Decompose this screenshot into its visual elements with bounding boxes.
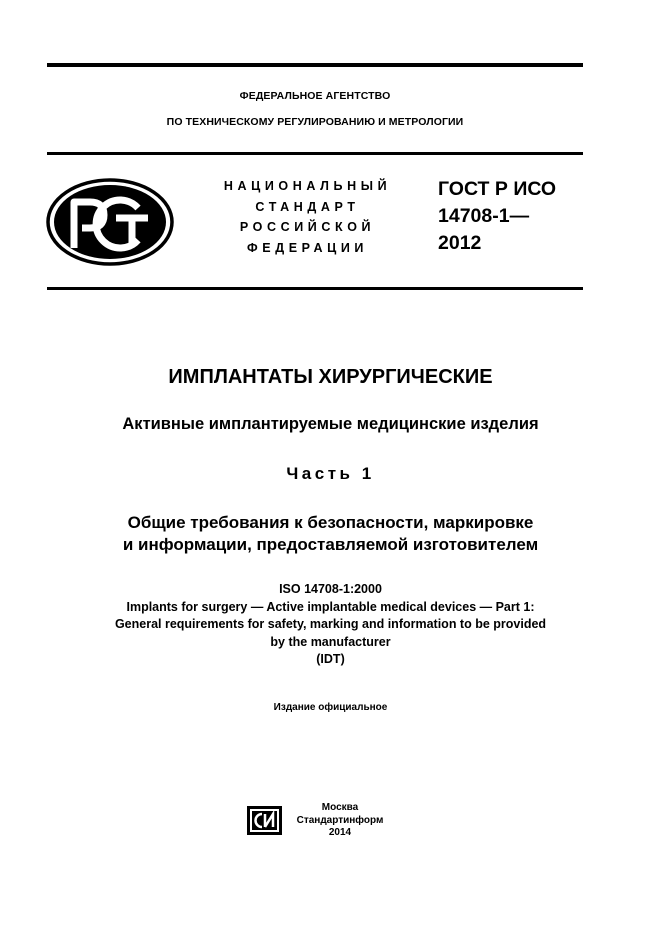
iso-line: General requirements for safety, marking and information to be provided [114, 617, 547, 631]
publisher-city: Москва [321, 802, 359, 813]
requirements-title [40, 512, 621, 556]
national-line: НАЦИОНАЛЬНЫЙ [223, 179, 392, 193]
agency-line-2: ПО ТЕХНИЧЕСКОМУ РЕГУЛИРОВАНИЮ И МЕТРОЛОГИИ [166, 116, 464, 128]
national-line: ФЕДЕРАЦИИ [246, 240, 368, 255]
national-standard-label [205, 176, 410, 258]
requirements-line: Общие требования к безопасности, маркировке [127, 513, 534, 532]
edition-label: Издание официальное [273, 702, 388, 713]
iso-line: ISO 14708-1:2000 [279, 582, 382, 596]
iso-reference [40, 581, 621, 669]
national-line: СТАНДАРТ [255, 199, 360, 214]
publisher-year: 2014 [328, 827, 352, 838]
publisher-info [290, 802, 390, 840]
standartinform-logo-icon [246, 805, 283, 836]
national-line: РОССИЙСКОЙ [239, 220, 376, 234]
requirements-line: и информации, предоставляемой изготовителем [122, 535, 539, 554]
part-label: Часть 1 [286, 464, 375, 483]
block-rule [47, 287, 583, 290]
iso-line: Implants for surgery — Active implantable medical devices — Part 1: [126, 599, 535, 614]
iso-line: (IDT) [316, 652, 345, 666]
designation-line: ГОСТ Р ИСО [438, 178, 557, 200]
designation-line: 2012 [438, 232, 482, 254]
rst-certification-mark-icon [46, 178, 174, 266]
agency-line-1: ФЕДЕРАЛЬНОЕ АГЕНТСТВО [239, 90, 391, 102]
document-title: ИМПЛАНТАТЫ ХИРУРГИЧЕСКИЕ [168, 366, 493, 388]
header-rule [47, 152, 583, 155]
standard-designation [438, 176, 588, 257]
designation-line: 14708-1— [438, 205, 530, 227]
iso-line: by the manufacturer [270, 634, 391, 649]
publisher-name: Стандартинформ [296, 814, 384, 826]
top-rule [47, 63, 583, 67]
document-subtitle: Активные имплантируемые медицинские изделия [122, 415, 539, 433]
